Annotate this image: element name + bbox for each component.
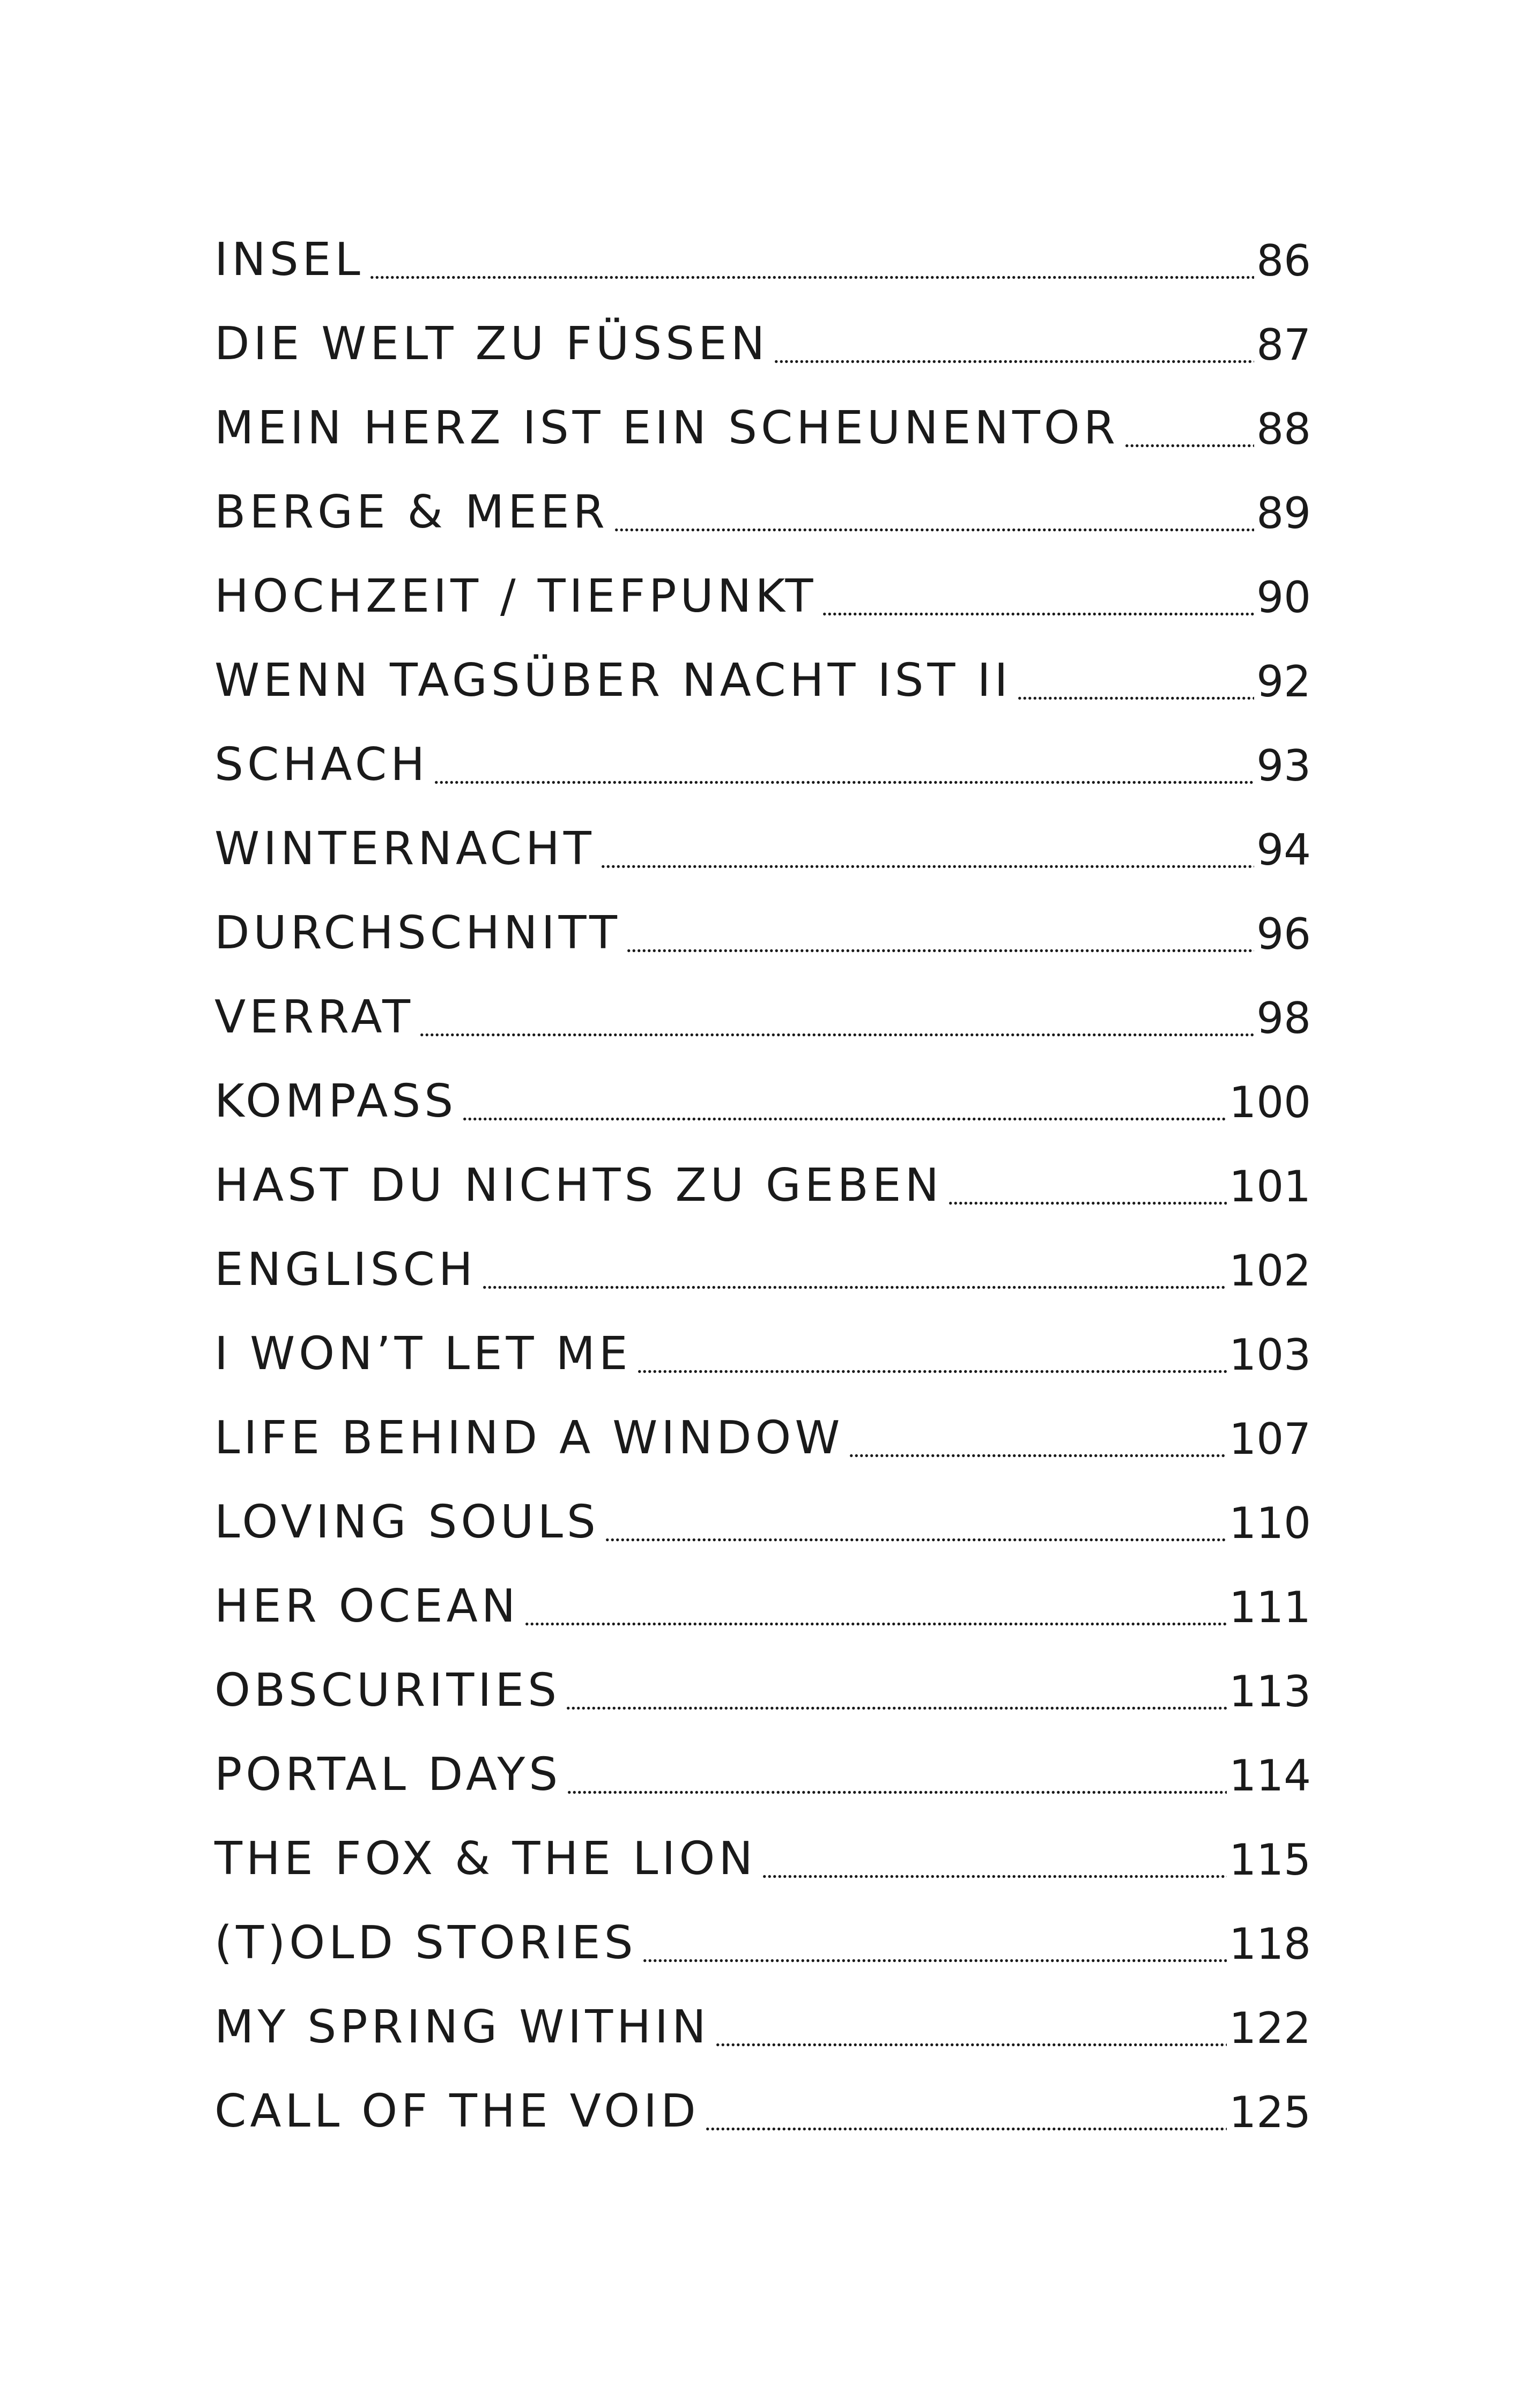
toc-entry-title: PORTAL DAYS — [214, 1748, 562, 1801]
toc-entry — [214, 1140, 1311, 1224]
toc-entry — [214, 1561, 1311, 1645]
toc-entry — [214, 635, 1311, 719]
toc-entry-title: MY SPRING WITHIN — [214, 2001, 710, 2054]
toc-entry — [214, 551, 1311, 635]
toc-entry — [214, 1982, 1311, 2066]
toc-entry-page-number: 88 — [1256, 404, 1311, 454]
toc-entry-title: BERGE & MEER — [214, 486, 609, 539]
toc-entry-page-number: 103 — [1229, 1330, 1311, 1380]
toc-entry — [214, 804, 1311, 888]
dot-leader — [822, 612, 1254, 616]
toc-entry-title: VERRAT — [214, 991, 414, 1044]
dot-leader — [434, 781, 1254, 784]
toc-entry-page-number: 118 — [1229, 1919, 1311, 1969]
toc-entry — [214, 2066, 1311, 2150]
toc-entry-title: CALL OF THE VOID — [214, 2085, 700, 2138]
toc-entry-title: HAST DU NICHTS ZU GEBEN — [214, 1159, 943, 1212]
toc-entry-title: HER OCEAN — [214, 1580, 520, 1633]
toc-entry-title: MEIN HERZ IST EIN SCHEUNENTOR — [214, 402, 1119, 455]
dot-leader — [637, 1370, 1227, 1373]
toc-entry — [214, 1477, 1311, 1561]
toc-entry — [214, 1729, 1311, 1814]
toc-entry-title: (T)OLD STORIES — [214, 1916, 637, 1969]
toc-entry — [214, 1224, 1311, 1309]
dot-leader — [705, 2127, 1227, 2131]
dot-leader — [626, 949, 1254, 953]
dot-leader — [605, 1538, 1227, 1542]
toc-entry-page-number: 96 — [1256, 909, 1311, 959]
toc-entry-title: LIFE BEHIND A WINDOW — [214, 1411, 844, 1465]
toc-entry — [214, 719, 1311, 804]
toc-entry — [214, 1898, 1311, 1982]
toc-entry-page-number: 113 — [1229, 1667, 1311, 1716]
toc-entry-page-number: 92 — [1256, 657, 1311, 707]
dot-leader — [849, 1454, 1227, 1458]
dot-leader — [419, 1033, 1254, 1037]
toc-entry-page-number: 125 — [1229, 2087, 1311, 2137]
toc-entry-page-number: 114 — [1229, 1751, 1311, 1801]
dot-leader — [482, 1285, 1227, 1289]
toc-entry-page-number: 94 — [1256, 825, 1311, 875]
toc-entry — [214, 1056, 1311, 1140]
toc-entry-title: I WON’T LET ME — [214, 1327, 632, 1380]
toc-entry — [214, 972, 1311, 1056]
dot-leader — [566, 1706, 1227, 1710]
toc-entry — [214, 888, 1311, 972]
toc-entry-page-number: 87 — [1256, 320, 1311, 370]
toc-entry-title: KOMPASS — [214, 1075, 457, 1128]
toc-entry-title: SCHACH — [214, 738, 429, 791]
toc-entry-title: DIE WELT ZU FÜSSEN — [214, 317, 769, 370]
dot-leader — [762, 1875, 1227, 1878]
toc-entry-page-number: 110 — [1229, 1498, 1311, 1548]
toc-entry-page-number: 89 — [1256, 488, 1311, 538]
toc-entry — [214, 1309, 1311, 1393]
toc-entry-title: LOVING SOULS — [214, 1496, 599, 1549]
toc-entry-page-number: 98 — [1256, 993, 1311, 1043]
toc-entry-page-number: 100 — [1229, 1077, 1311, 1127]
dot-leader — [948, 1201, 1227, 1205]
dot-leader — [642, 1959, 1227, 1963]
toc-entry-title: WINTERNACHT — [214, 822, 595, 875]
toc-entry-page-number: 107 — [1229, 1414, 1311, 1464]
toc-entry-title: HOCHZEIT / TIEFPUNKT — [214, 570, 817, 623]
dot-leader — [369, 276, 1255, 279]
toc-entry-page-number: 102 — [1229, 1246, 1311, 1296]
toc-entry — [214, 383, 1311, 467]
toc-entry-title: INSEL — [214, 233, 364, 286]
toc-entry-page-number: 122 — [1229, 2003, 1311, 2053]
toc-entry-title: WENN TAGSÜBER NACHT IST II — [214, 654, 1012, 707]
toc-entry-title: DURCHSCHNITT — [214, 906, 621, 960]
dot-leader — [614, 528, 1254, 532]
toc-entry — [214, 1814, 1311, 1898]
toc-entry — [214, 1645, 1311, 1729]
toc-entry-title: ENGLISCH — [214, 1243, 477, 1296]
dot-leader — [462, 1117, 1227, 1121]
toc-entry — [214, 1393, 1311, 1477]
toc-entry-title: OBSCURITIES — [214, 1664, 561, 1717]
dot-leader — [715, 2043, 1227, 2047]
toc-entry-page-number: 111 — [1229, 1582, 1311, 1632]
toc-entry — [214, 214, 1311, 299]
toc-entry — [214, 467, 1311, 551]
dot-leader — [601, 865, 1254, 868]
toc-entry-page-number: 93 — [1256, 741, 1311, 791]
table-of-contents — [214, 214, 1311, 2150]
toc-entry-page-number: 101 — [1229, 1162, 1311, 1212]
toc-entry-title: THE FOX & THE LION — [214, 1832, 757, 1885]
toc-entry-page-number: 115 — [1229, 1835, 1311, 1885]
dot-leader — [1124, 444, 1254, 448]
dot-leader — [524, 1622, 1227, 1626]
dot-leader — [774, 360, 1254, 363]
toc-entry-page-number: 90 — [1256, 573, 1311, 622]
dot-leader — [1017, 696, 1255, 700]
dot-leader — [567, 1790, 1227, 1794]
toc-entry — [214, 299, 1311, 383]
toc-entry-page-number: 86 — [1256, 236, 1311, 286]
